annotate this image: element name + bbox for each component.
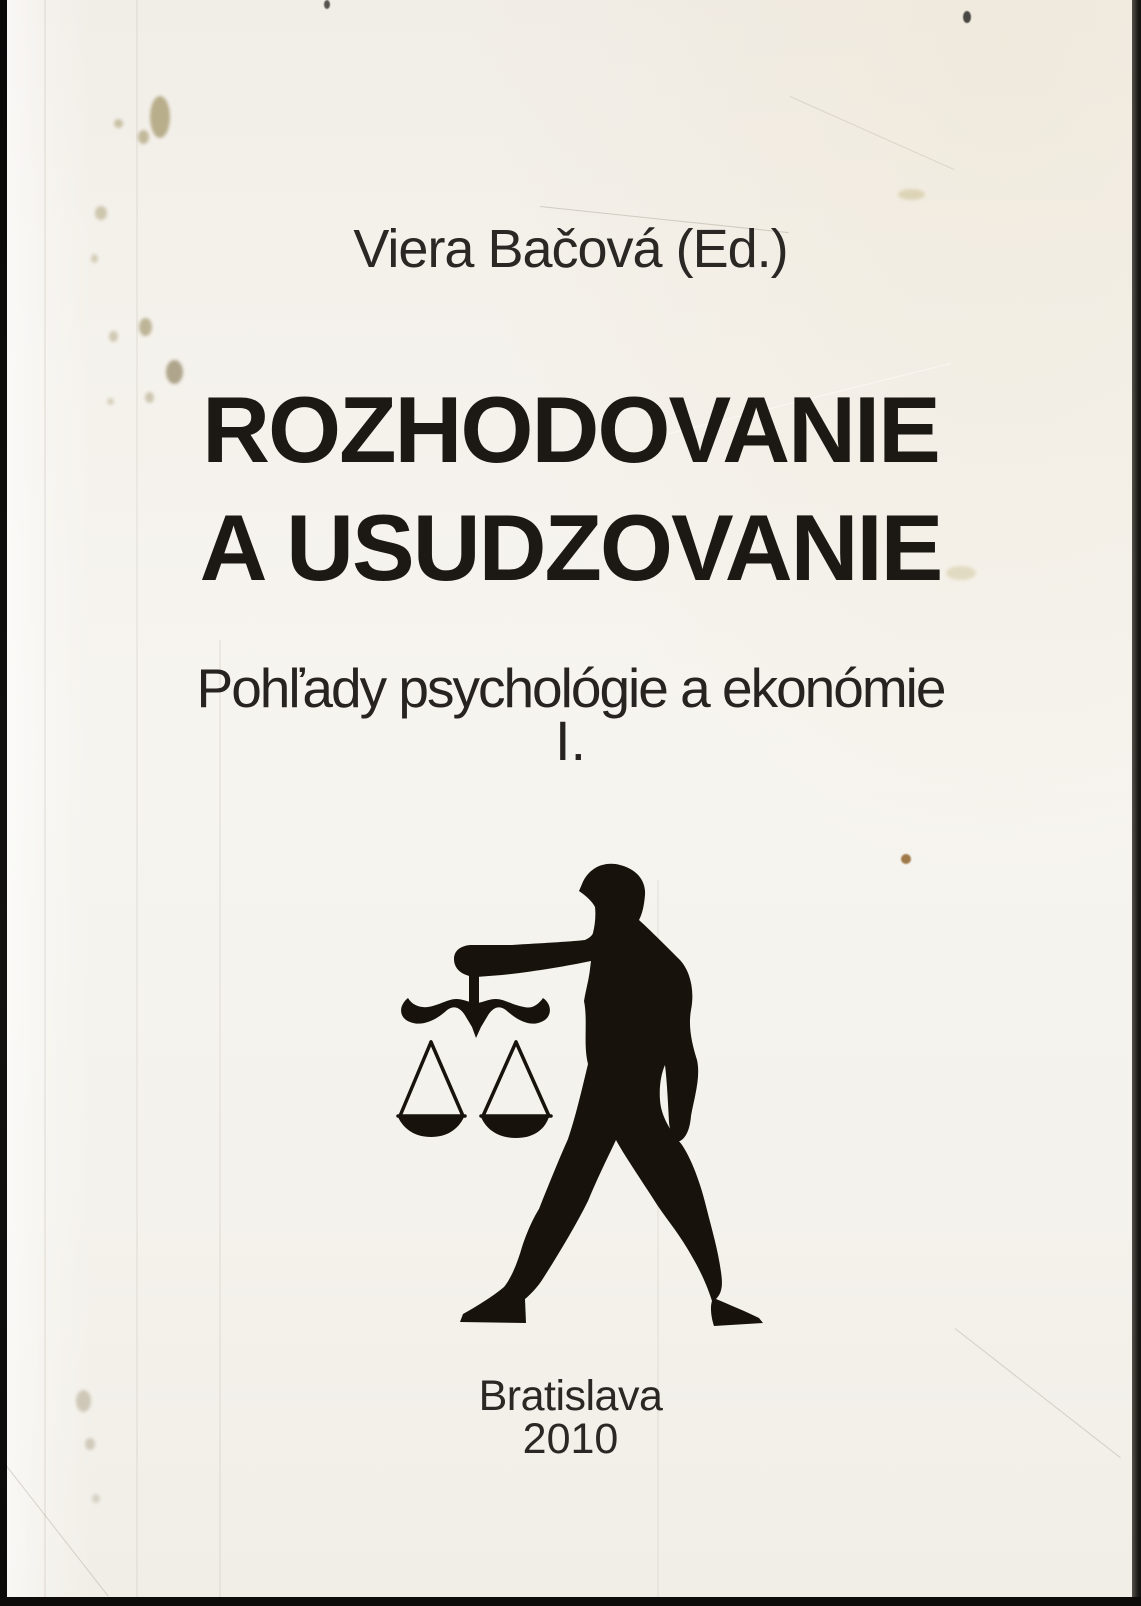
paper-stain: [901, 854, 911, 864]
volume-numeral: I.: [554, 709, 587, 772]
paper-speck: [324, 0, 330, 9]
author-line: Viera Bačová (Ed.): [353, 219, 788, 279]
scan-edge-bottom: [0, 1597, 1141, 1606]
scales-beam: [401, 998, 550, 1038]
paper-scratch: [790, 96, 955, 170]
man-silhouette: [454, 864, 763, 1326]
paper-speck: [963, 11, 971, 23]
imprint-year: 2010: [522, 1415, 619, 1463]
paper-stain: [114, 119, 123, 128]
scale-pan-left: [398, 1042, 465, 1137]
paper-stain: [95, 206, 107, 220]
imprint-place: Bratislava: [478, 1372, 663, 1420]
scales-post: [469, 968, 479, 1006]
scan-edge-right: [1132, 0, 1141, 1606]
libra-figure-illustration: [393, 850, 768, 1330]
scan-edge-left: [0, 0, 7, 1606]
paper-stain: [898, 189, 925, 200]
book-title-line2: A USUDZOVANIE: [199, 495, 942, 600]
paper-stain: [150, 96, 170, 138]
paper-stain: [92, 1494, 100, 1503]
book-title-line1: ROZHODOVANIE: [202, 377, 939, 482]
paper-stain: [138, 130, 149, 144]
paper-stain: [139, 318, 152, 336]
subtitle: Pohľady psychológie a ekonómie: [196, 657, 945, 719]
paper-stain: [109, 331, 118, 342]
scale-pan-right: [481, 1042, 551, 1138]
